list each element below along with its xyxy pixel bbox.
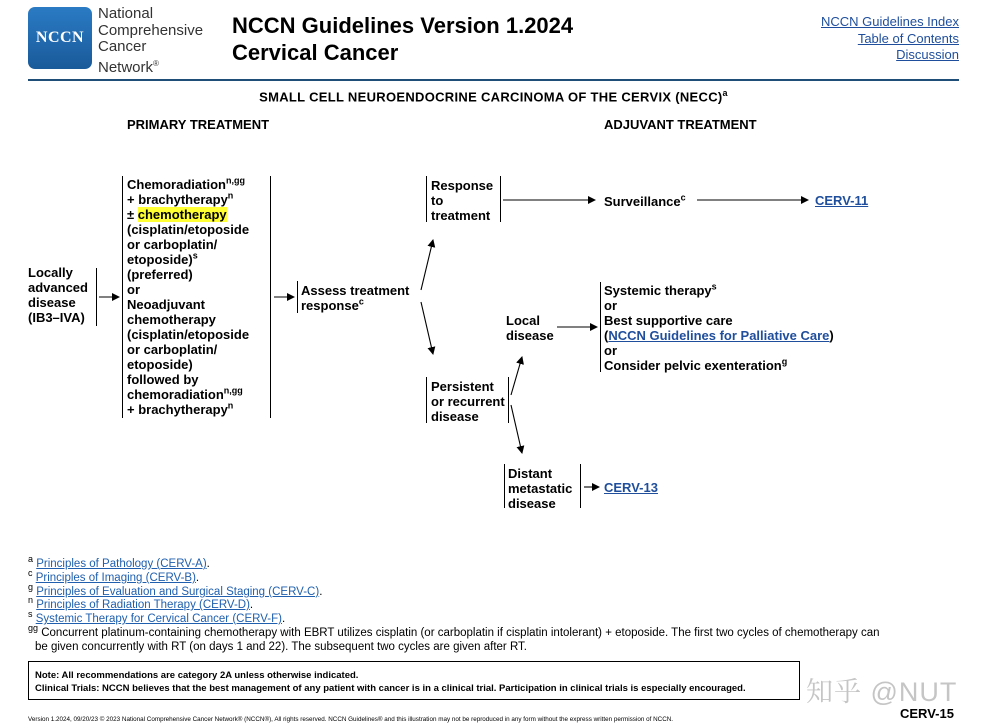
treatment-line: or carboplatin/: [127, 342, 218, 357]
assess-line: response: [301, 298, 359, 313]
disease-line: disease: [28, 295, 76, 310]
treatment-line: + brachytherapy: [127, 402, 228, 417]
discussion-link[interactable]: Discussion: [896, 47, 959, 62]
response-line: to: [431, 193, 444, 208]
surveillance: [604, 194, 686, 209]
distant-line: metastatic: [508, 481, 573, 496]
org-name-line: Cancer: [98, 38, 147, 55]
surveillance-label: Surveillance: [604, 194, 681, 209]
treatment-line: chemoradiation: [127, 387, 224, 402]
treatment-line: chemotherapy: [127, 312, 216, 327]
adjuvant-treatment-heading: ADJUVANT TREATMENT: [604, 117, 757, 132]
persistent-bracket-right: [508, 377, 509, 423]
org-name-line: Comprehensive: [98, 21, 204, 39]
footnote-marker: g: [28, 582, 34, 593]
footnote-gg-line1: Concurrent platinum-containing chemotherapy with EBRT utilizes cisplatin (or carboplatin if cisplatin intolerant) + etoposide. The first two cycles of chemotherapy can: [41, 627, 880, 639]
treatment-bracket-left: [122, 176, 123, 418]
footnote-ref: n: [227, 190, 234, 201]
primary-treatment-options: [127, 177, 249, 417]
page-code: CERV-15: [900, 706, 954, 721]
disease-bracket: [96, 268, 97, 326]
distant-bracket-left: [504, 464, 505, 508]
response-line: Response: [431, 178, 494, 193]
imaging-link[interactable]: Principles of Imaging (CERV-B): [35, 572, 196, 584]
local-disease-options: [604, 283, 834, 373]
option-line: Consider pelvic exenteration: [604, 358, 782, 373]
table-of-contents-link[interactable]: Table of Contents: [857, 30, 959, 46]
disease-line: Locally: [28, 265, 73, 280]
footnote-ref: c: [358, 296, 364, 307]
response-bracket-right: [500, 176, 501, 222]
footnote-tail: .: [195, 572, 200, 584]
footnote-s: [28, 609, 286, 627]
footnote-gg-line2: be given concurrently with RT (on days 1 and 22). The subsequent two cycles are given after RT.: [35, 640, 528, 653]
footnote-gg: [28, 623, 963, 654]
treatment-line: (preferred): [127, 267, 193, 282]
logo-abbrev: NCCN: [35, 29, 85, 46]
section-title-sup: a: [722, 88, 728, 98]
option-line: ): [829, 328, 834, 343]
assess-line: Assess treatment: [301, 283, 410, 298]
footnote-c: [28, 568, 200, 586]
section-title-text: SMALL CELL NEUROENDOCRINE CARCINOMA OF THE CERVIX (NECC): [259, 89, 723, 105]
footnote-a: [28, 554, 210, 572]
org-name-line: Network: [98, 58, 154, 76]
footnote-g: [28, 582, 323, 600]
persistent-line: Persistent: [431, 379, 494, 394]
pathology-link[interactable]: Principles of Pathology (CERV-A): [36, 558, 207, 570]
title-version: NCCN Guidelines Version 1.2024: [232, 13, 574, 38]
persistent-bracket-left: [426, 377, 427, 423]
footnote-tail: .: [249, 599, 254, 611]
persistent-line: or recurrent: [431, 394, 505, 409]
footnote-n: [28, 595, 254, 613]
footnote-ref: c: [680, 192, 686, 203]
org-name-line: National: [98, 5, 154, 22]
org-name: National Comprehensive Cancer Network®: [98, 5, 204, 76]
disease-line: advanced: [28, 280, 88, 295]
staging-link[interactable]: Principles of Evaluation and Surgical Staging (CERV-C): [36, 586, 320, 598]
guidelines-index-link[interactable]: NCCN Guidelines Index: [820, 14, 959, 29]
radiation-therapy-link[interactable]: Principles of Radiation Therapy (CERV-D): [36, 599, 250, 611]
footnote-tail: .: [281, 613, 286, 625]
treatment-line: + brachytherapy: [127, 192, 228, 207]
footnote-tail: .: [206, 558, 210, 570]
treatment-line: followed by: [127, 372, 199, 387]
footnote-ref: g: [781, 356, 788, 367]
watermark: 知乎 @NUT: [806, 677, 958, 707]
note-clinical-trials: Clinical Trials: NCCN believes that the best management of any patient with cancer is in a clinical trial. Participation in clinical trials is especially encouraged.: [35, 683, 746, 694]
distant-bracket-right: [580, 464, 581, 508]
local-line: Local: [506, 313, 540, 328]
footnote-ref: s: [711, 281, 717, 292]
footnote-ref: s: [192, 250, 198, 261]
systemic-therapy-link[interactable]: Systemic Therapy for Cervical Cancer (CERV-F): [35, 613, 282, 625]
assess-bracket: [297, 281, 298, 313]
note-box: [28, 661, 800, 700]
footnote-marker: s: [28, 609, 33, 620]
distant-line: Distant: [508, 466, 553, 481]
response-line: treatment: [431, 208, 491, 223]
treatment-bracket-right: [270, 176, 271, 418]
systemic-bracket: [600, 282, 601, 372]
treatment-line: (cisplatin/etoposide: [127, 327, 250, 342]
option-line: (: [604, 328, 609, 343]
footnote-marker: gg: [28, 623, 39, 634]
primary-treatment-heading: PRIMARY TREATMENT: [127, 117, 270, 132]
note-recommendations: Note: All recommendations are category 2A unless otherwise indicated.: [35, 670, 359, 681]
option-line: Systemic therapy: [604, 283, 712, 298]
treatment-line: etoposide): [127, 357, 193, 372]
persistent-line: disease: [431, 409, 479, 424]
option-line: Best supportive care: [604, 313, 733, 328]
option-line: or: [604, 343, 617, 358]
local-disease: [506, 313, 554, 343]
treatment-line: (cisplatin/etoposide: [127, 222, 250, 237]
treatment-line: Chemoradiation: [127, 177, 226, 192]
disease-line: (IB3–IVA): [28, 310, 85, 325]
footnote-ref: n,gg: [225, 175, 245, 186]
assess-treatment-response: [301, 283, 409, 313]
persistent-recurrent-disease: [431, 379, 505, 424]
response-to-treatment: [431, 178, 493, 223]
palliative-care-link[interactable]: NCCN Guidelines for Palliative Care: [608, 328, 830, 343]
treatment-line: Neoadjuvant: [127, 297, 206, 312]
highlighted-chemotherapy: chemotherapy: [137, 207, 227, 222]
distant-metastatic-disease: [508, 466, 572, 511]
footnote-marker: c: [28, 568, 33, 579]
treatment-line: or carboplatin/: [127, 237, 218, 252]
cerv-13-link[interactable]: CERV-13: [604, 480, 658, 495]
treatment-line: ±: [127, 207, 138, 222]
option-line: or: [604, 298, 617, 313]
footnote-marker: a: [28, 554, 34, 565]
treatment-line: or: [127, 282, 140, 297]
response-bracket-left: [426, 176, 427, 222]
title-cancer: Cervical Cancer: [232, 40, 399, 65]
footnote-ref: n,gg: [223, 385, 243, 396]
cerv-11-link[interactable]: CERV-11: [815, 193, 869, 208]
distant-line: disease: [508, 496, 556, 511]
local-line: disease: [506, 328, 554, 343]
locally-advanced-disease: [28, 265, 88, 325]
footnote-ref: n: [227, 400, 234, 411]
copyright: Version 1.2024, 09/20/23 © 2023 National Comprehensive Cancer Network® (NCCN®), All rights reserved. NCCN Guidelines® and this illustration may not be reproduced in any form without the express written permission of NCCN.: [28, 716, 674, 723]
footnote-marker: n: [28, 595, 34, 606]
footnote-tail: .: [319, 586, 323, 598]
treatment-line: etoposide): [127, 252, 193, 267]
